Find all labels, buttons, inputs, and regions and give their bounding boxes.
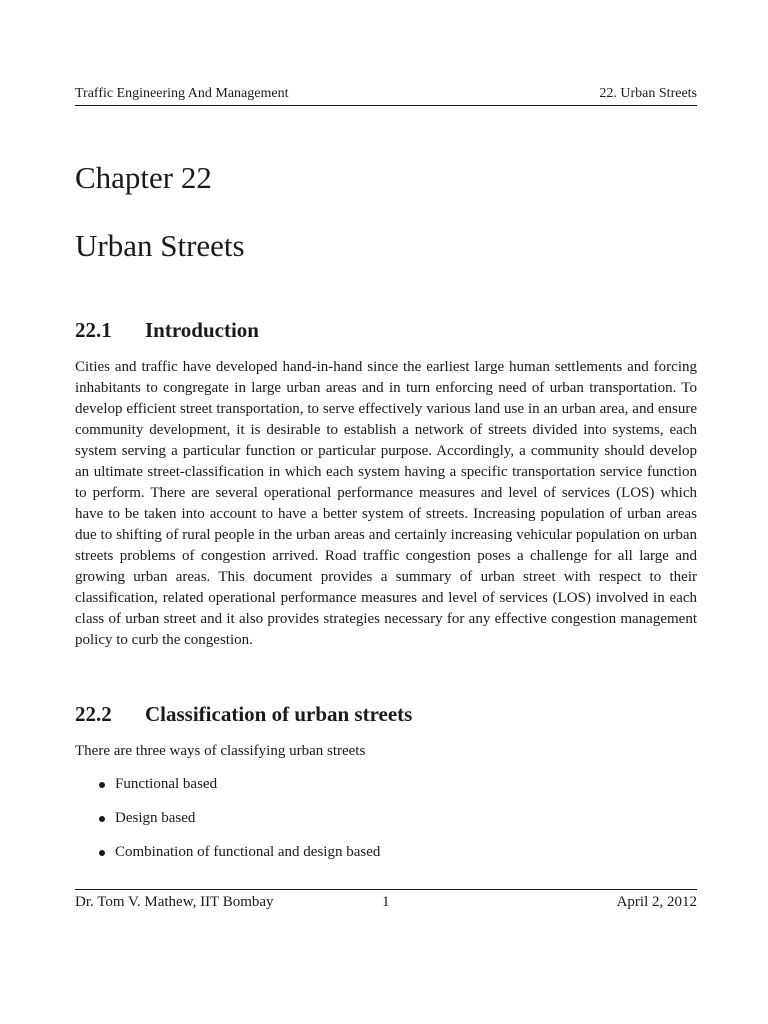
- running-header-book-title: Traffic Engineering And Management: [75, 86, 289, 101]
- footer-author: Dr. Tom V. Mathew, IIT Bombay: [75, 894, 274, 910]
- introduction-paragraph: Cities and traffic have developed hand-in-hand since the earliest large human settlements and forcing inhabitants to congregate in large urban areas and in turn enforcing need of urban transportation. To develop efficient street transportation, to serve effectively various land use in an urban area, and ensure community development, it is desirable to establish a network of streets divided into systems, each system serving a particular function or particular purpose. Accordingly, a community should develop an ultimate street-classification in which each system having a specific transportation service function to perform. There are several operational performance measures and level of services (LOS) which have to be taken into account to have a better system of streets. Increasing population of urban areas due to shifting of rural people in the urban areas and certainly increasing vehicular population on urban streets problems of congestion arrived. Road traffic congestion poses a challenge for all large and growing urban areas. This document provides a summary of urban street with respect to their classification, related operational performance measures and level of services (LOS) involved in each class of urban street and it also provides strategies necessary for any effective congestion management policy to curb the congestion.: [75, 359, 697, 648]
- list-item: [96, 774, 380, 795]
- page-footer: [75, 894, 697, 914]
- header-rule: [75, 105, 697, 106]
- footer-page-number: 1: [382, 894, 390, 910]
- section-number: 22.2: [75, 702, 112, 726]
- chapter-label: Chapter 22: [75, 160, 212, 195]
- section-title: Introduction: [145, 318, 259, 342]
- running-header-chapter: 22. Urban Streets: [599, 86, 697, 101]
- section-heading-classification: [75, 700, 412, 728]
- section-number: 22.1: [75, 318, 112, 342]
- footer-rule: [75, 889, 697, 890]
- running-header: [75, 86, 697, 102]
- list-item: [96, 808, 380, 829]
- list-item-text: Functional based: [115, 776, 218, 792]
- list-item-text: Combination of functional and design based: [115, 844, 381, 860]
- bullet-icon: [99, 816, 105, 822]
- chapter-title: Urban Streets: [75, 228, 245, 263]
- bullet-icon: [99, 782, 105, 788]
- section-heading-introduction: [75, 316, 259, 344]
- classification-list: [96, 774, 380, 876]
- bullet-icon: [99, 850, 105, 856]
- list-item-text: Design based: [115, 810, 196, 826]
- section-title: Classification of urban streets: [145, 702, 413, 726]
- classification-paragraph: There are three ways of classifying urban streets: [75, 743, 366, 759]
- list-item: [96, 842, 380, 863]
- footer-date: April 2, 2012: [616, 894, 697, 910]
